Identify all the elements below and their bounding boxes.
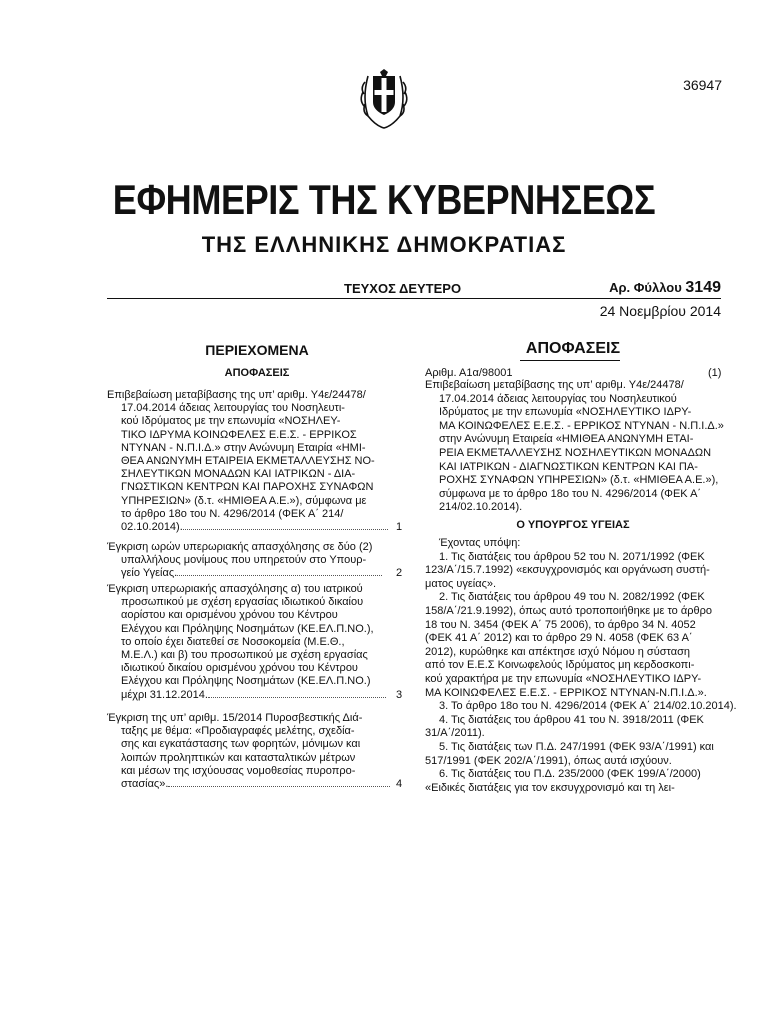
text-line: 517/1991 (ΦΕΚ 202/Α΄/1991), όπως αυτά ισχύουν.: [425, 754, 672, 767]
contents-title: ΠΕΡΙΕΧΟΜΕΝΑ: [205, 342, 309, 358]
sheet-number: [609, 279, 721, 297]
text-line: 18 του Ν. 3454 (ΦΕΚ Α΄ 75 2006), το άρθρο 34 Ν. 4052: [425, 618, 696, 631]
toc-entry: [107, 583, 407, 702]
header-divider: [107, 298, 721, 299]
toc-entry-line: αορίστου και ορισμένου χρόνου του Κέντρου: [121, 609, 338, 622]
toc-entry-line: υπαλλήλους μονίμους που υπηρετούν στο Υπουρ-: [121, 554, 367, 567]
toc-entry-line: 02.10.2014).: [107, 521, 407, 534]
toc-entry-line: το οποίο έχει διατεθεί σε Νοσοκομεία (Μ.Ε.Θ.,: [121, 635, 345, 648]
toc-entry-line: σης και εγκατάστασης των φορητών, μόνιμων και: [121, 738, 361, 751]
masthead-subtitle: ΤΗΣ ΕΛΛΗΝΙΚΗΣ ΔΗΜΟΚΡΑΤΙΑΣ: [201, 232, 567, 257]
toc-leader-dots: [177, 567, 382, 576]
text-line: στην Ανώνυμη Εταιρεία «ΗΜΙΘΕΑ ΑΝΩΝΥΜΗ ΕΤΑΙ-: [439, 433, 694, 446]
text-line: ΡΕΙΑ ΕΚΜΕΤΑΛΛΕΥΣΗΣ ΝΟΣΗΛΕΥΤΙΚΩΝ ΜΟΝΑΔΩΝ: [439, 446, 712, 459]
text-line: ματος υγείας».: [425, 577, 497, 590]
toc-entry-line: το άρθρο 18ο του Ν. 4296/2014 (ΦΕΚ Α΄ 214/: [121, 507, 344, 520]
toc-entry: [107, 712, 407, 791]
text-line: κού χαρακτήρα με την επωνυμία «ΝΟΣΗΛΕΥΤΙΚΟ ΙΔΡΥ-: [425, 672, 702, 685]
toc-entry-line: κού Ιδρύματος με την επωνυμία «ΝΟΣΗΛΕΥ-: [121, 415, 341, 428]
toc-entry-line: και μέσων της ισχύουσας νομοθεσίας πυροπρο-: [121, 764, 356, 777]
toc-entry-line: Ελέγχου και Πρόληψης Νοσημάτων (ΚΕ.ΕΛ.Π.ΝΟ.): [121, 675, 371, 688]
decision-ordinal: (1): [708, 367, 722, 379]
toc-leader-dots: [168, 778, 389, 787]
toc-page-number: 3: [396, 688, 403, 701]
greek-coat-of-arms-icon: [358, 68, 410, 130]
toc-entry-line: λοιπών προληπτικών και κατασταλτικών μέτρων: [121, 751, 356, 764]
decision-subject: [425, 379, 724, 515]
toc-entry-line: Ελέγχου και Πρόληψης Νοσημάτων (ΚΕ.ΕΛ.Π.ΝΟ.),: [121, 622, 374, 635]
decision-body: [425, 537, 737, 795]
toc-entry-line: ταξης με θέμα: «Προδιαγραφές μελέτης, σχεδία-: [121, 725, 355, 738]
toc-leader-dots: [183, 521, 388, 530]
toc-entry-line: Έγκριση της υπ’ αριθμ. 15/2014 Πυροσβεστικής Διά-: [107, 712, 363, 724]
toc-entry-line: ΝΤΥΝΑΝ - Ν.Π.Ι.Δ.» στην Ανώνυμη Εταιρία «ΗΜΙ-: [121, 441, 366, 454]
toc-page-number: 1: [396, 521, 403, 533]
toc-entry-line: ΘΕΑ ΑΝΩΝΥΜΗ ΕΤΑΙΡΕΙΑ ΕΚΜΕΤΑΛΛΕΥΣΗΣ ΝΟ-: [121, 455, 375, 468]
sheet-number-value: 3149: [685, 279, 721, 296]
toc-entry: [107, 389, 407, 534]
minister-heading: Ο ΥΠΟΥΡΓΟΣ ΥΓΕΙΑΣ: [516, 519, 630, 531]
toc-entry: [107, 541, 407, 581]
text-line: 4. Τις διατάξεις του άρθρου 41 του Ν. 3918/2011 (ΦΕΚ: [439, 713, 704, 726]
toc-entry-line: ΣΗΛΕΥΤΙΚΩΝ ΜΟΝΑΔΩΝ ΚΑΙ ΙΑΤΡΙΚΩΝ - ΔΙΑ-: [121, 468, 356, 481]
text-line: ΜΑ ΚΟΙΝΩΦΕΛΕΣ Ε.Ε.Σ. - ΕΡΡΙΚΟΣ ΝΤΥΝΑΝ-Ν.Π.Ι.Δ.».: [425, 686, 707, 699]
text-line: από τον Ε.Ε.Σ Κοινωφελούς Ιδρύματος μη κερδοσκοπι-: [425, 659, 695, 672]
toc-entry-line: μέχρι 31.12.2014.: [107, 689, 407, 702]
text-line: ΡΟΧΗΣ ΣΥΝΑΦΩΝ ΥΠΗΡΕΣΙΩΝ» (δ.τ. «ΗΜΙΘΕΑ Α.Ε.»),: [439, 474, 719, 487]
toc-entry-line: Επιβεβαίωση μεταβίβασης της υπ’ αριθμ. Υ4ε/24478/: [107, 389, 366, 401]
text-line: (ΦΕΚ 41 Α΄ 2012) και το άρθρο 29 Ν. 4058 (ΦΕΚ 63 Α΄: [425, 632, 693, 645]
text-line: 2. Τις διατάξεις του άρθρου 49 του Ν. 2082/1992 (ΦΕΚ: [439, 591, 705, 604]
toc-entry-line: ΓΝΩΣΤΙΚΩΝ ΚΕΝΤΡΩΝ ΚΑΙ ΠΑΡΟΧΗΣ ΣΥΝΑΦΩΝ: [121, 481, 374, 494]
toc-entry-line: προσωπικού με σχέση εργασίας ιδιωτικού δικαίου: [121, 596, 364, 609]
sheet-number-label: Αρ. Φύλλου: [609, 280, 682, 295]
text-line: 158/Α΄/21.9.1992), όπως αυτό τροποποιήθηκε με το άρθρο: [425, 604, 712, 617]
text-line: «Ειδικές διατάξεις για τον εκσυγχρονισμό και τη λει-: [425, 781, 675, 794]
toc-entry-line: Έγκριση ωρών υπερωριακής απασχόλησης σε δύο (2): [107, 541, 373, 553]
text-line: 2012), κυρώθηκε και απέκτησε ισχύ Νόμου η σύσταση: [425, 645, 690, 658]
toc-entry-line: ΥΠΗΡΕΣΙΩΝ» (δ.τ. «ΗΜΙΘΕΑ Α.Ε.»), σύμφωνα με: [121, 494, 367, 507]
text-line: Ιδρύματος με την επωνυμία «ΝΟΣΗΛΕΥΤΙΚΟ ΙΔΡΥ-: [439, 406, 692, 419]
text-line: 3. Το άρθρο 18ο του Ν. 4296/2014 (ΦΕΚ Α΄ 214/02.10.2014).: [439, 700, 737, 713]
text-line: 5. Τις διατάξεις των Π.Δ. 247/1991 (ΦΕΚ 93/Α΄/1991) και: [439, 740, 714, 753]
issue-series: ΤΕΥΧΟΣ ΔΕΥΤΕΡΟ: [344, 281, 462, 296]
page-number: 36947: [683, 77, 722, 93]
text-line: σύμφωνα με το άρθρο 18ο του Ν. 4296/2014 (ΦΕΚ Α΄: [439, 487, 702, 500]
decisions-title-underline: [520, 360, 620, 361]
decision-number: Αριθμ. Α1α/98001: [425, 367, 513, 379]
toc-entry-line: Μ.Ε.Λ.) και β) του προσωπικού με σχέση εργασίας: [121, 649, 368, 662]
text-line: 31/Α΄/2011).: [425, 727, 485, 740]
issue-date: 24 Νοεμβρίου 2014: [599, 303, 721, 319]
text-line: ΜΑ ΚΟΙΝΩΦΕΛΕΣ Ε.Ε.Σ. - ΕΡΡΙΚΟΣ ΝΤΥΝΑΝ - Ν.Π.Ι.Δ.»: [439, 419, 724, 432]
text-line: 123/Α΄/15.7.1992) «εκσυγχρονισμός και οργάνωση συστή-: [425, 564, 710, 577]
contents-section-heading: ΑΠΟΦΑΣΕΙΣ: [224, 367, 290, 379]
toc-entry-line: ιδιωτικού δικαίου ορισμένου χρόνου του Κέντρου: [121, 662, 358, 675]
toc-leader-dots: [208, 689, 386, 698]
text-line: Επιβεβαίωση μεταβίβασης της υπ’ αριθμ. Υ4ε/24478/: [425, 379, 684, 391]
toc-entry-line: 17.04.2014 άδειας λειτουργίας του Νοσηλευτι-: [121, 402, 345, 415]
toc-entry-line: ΤΙΚΟ ΙΔΡΥΜΑ ΚΟΙΝΩΦΕΛΕΣ Ε.Ε.Σ. - ΕΡΡΙΚΟΣ: [121, 428, 357, 441]
text-line: 6. Τις διατάξεις του Π.Δ. 235/2000 (ΦΕΚ 199/Α΄/2000): [439, 768, 701, 781]
toc-entry-line: Έγκριση υπερωριακής απασχόλησης α) του ιατρικού: [107, 583, 363, 595]
text-line: 17.04.2014 άδειας λειτουργίας του Νοσηλευτικού: [439, 392, 677, 405]
text-line: Έχοντας υπόψη:: [439, 537, 521, 549]
toc-entry-line: γείο Υγείας.: [107, 567, 407, 580]
text-line: ΚΑΙ ΙΑΤΡΙΚΩΝ - ΔΙΑΓΝΩΣΤΙΚΩΝ ΚΕΝΤΡΩΝ ΚΑΙ ΠΑ-: [439, 460, 698, 473]
toc-entry-line: στασίας».: [107, 778, 407, 791]
text-line: 214/02.10.2014).: [439, 501, 523, 514]
toc-page-number: 2: [396, 567, 403, 580]
text-line: 1. Τις διατάξεις του άρθρου 52 του Ν. 2071/1992 (ΦΕΚ: [439, 550, 705, 563]
decisions-title: ΑΠΟΦΑΣΕΙΣ: [525, 340, 621, 357]
masthead-title: ΕΦΗΜΕΡΙΣ ΤΗΣ ΚΥΒΕΡΝΗΣΕΩΣ: [112, 176, 656, 223]
toc-page-number: 4: [396, 778, 403, 790]
